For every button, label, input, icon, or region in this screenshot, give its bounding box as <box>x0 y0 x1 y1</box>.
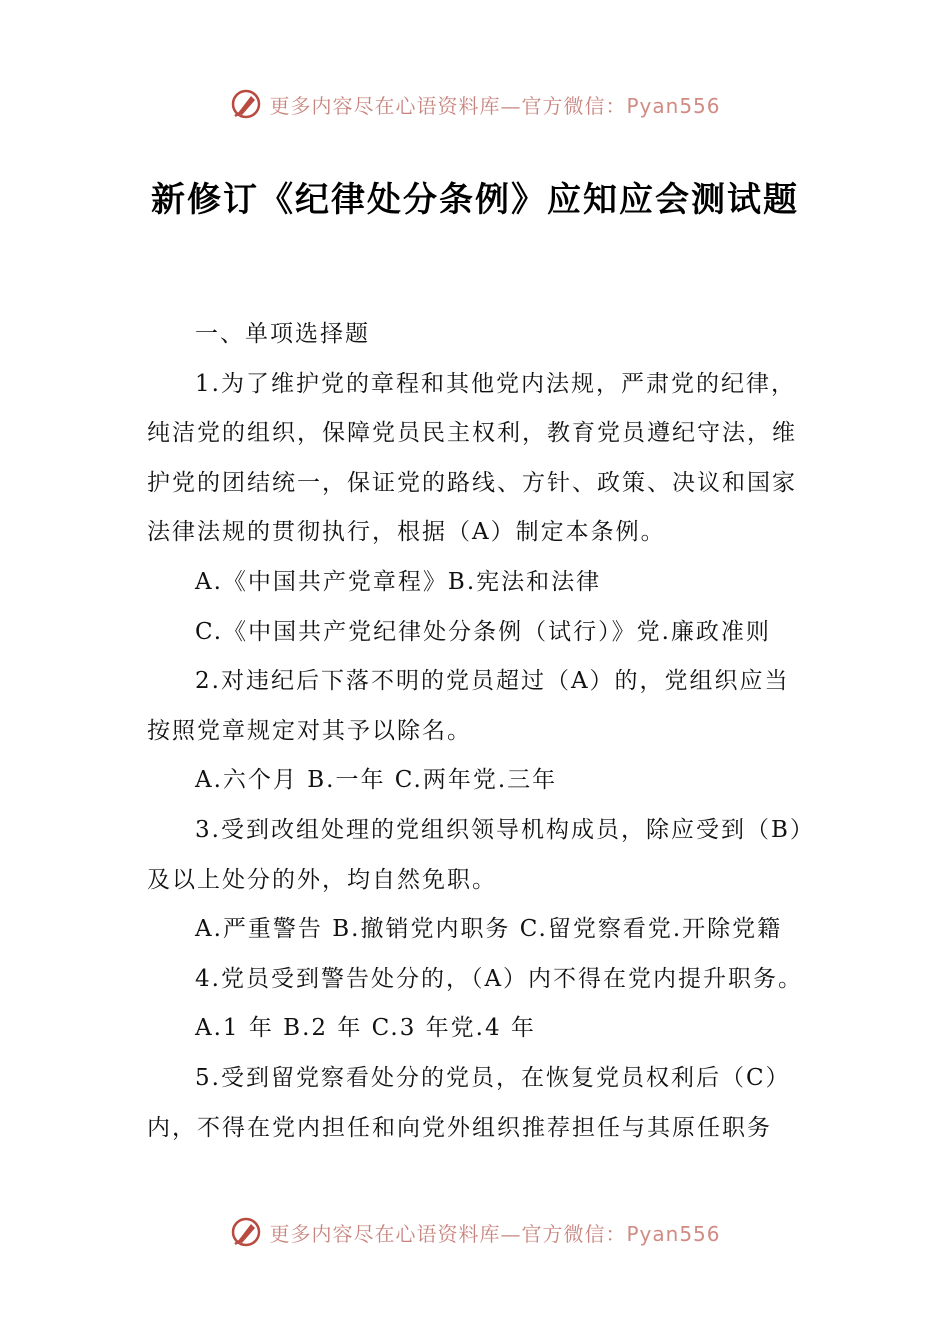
wechat-id: Pyan556 <box>626 1221 721 1246</box>
question-3-options: A.严重警告 B.撤销党内职务 C.留党察看党.开除党籍 <box>195 916 783 943</box>
pen-nib-logo-icon <box>229 1215 263 1249</box>
question-1-options-cd: C.《中国共产党纪律处分条例（试行）》党.廉政准则 <box>195 618 771 645</box>
section-heading: 一、单项选择题 <box>195 321 370 347</box>
wechat-id: Pyan556 <box>626 93 721 118</box>
watermark-header <box>0 84 950 124</box>
page-title: 新修订《纪律处分条例》应知应会测试题 <box>151 180 799 220</box>
question-2-options: A.六个月 B.一年 C.两年党.三年 <box>195 767 558 794</box>
question-1: 1.为了维护党的章程和其他党内法规，严肃党的纪律，纯洁党的组织，保障党员民主权利，教育党员遵纪守法，维护党的团结统一，保证党的路线、方针、政策、决议和国家法律法规的贯彻执行，根据（A）制定本条例。 <box>147 370 797 546</box>
pen-nib-logo-icon <box>229 87 263 121</box>
watermark-text: 更多内容尽在心语资料库—官方微信：Pyan556 <box>269 1221 721 1246</box>
question-4-options: A.1 年 B.2 年 C.3 年党.4 年 <box>195 1015 536 1042</box>
watermark-footer <box>0 1212 950 1252</box>
question-2: 2.对违纪后下落不明的党员超过（A）的，党组织应当按照党章规定对其予以除名。 <box>147 668 790 744</box>
question-4: 4.党员受到警告处分的，（A）内不得在党内提升职务。 <box>195 965 804 992</box>
question-5: 5.受到留党察看处分的党员，在恢复党员权利后（C）内，不得在党内担任和向党外组织推荐担任与其原任职务 <box>147 1064 791 1141</box>
document-body <box>147 310 807 1153</box>
watermark-text: 更多内容尽在心语资料库—官方微信：Pyan556 <box>269 93 721 118</box>
question-1-options-ab: A.《中国共产党章程》B.宪法和法律 <box>195 568 602 595</box>
question-3: 3.受到改组处理的党组织领导机构成员，除应受到（B）及以上处分的外，均自然免职。 <box>147 816 804 893</box>
